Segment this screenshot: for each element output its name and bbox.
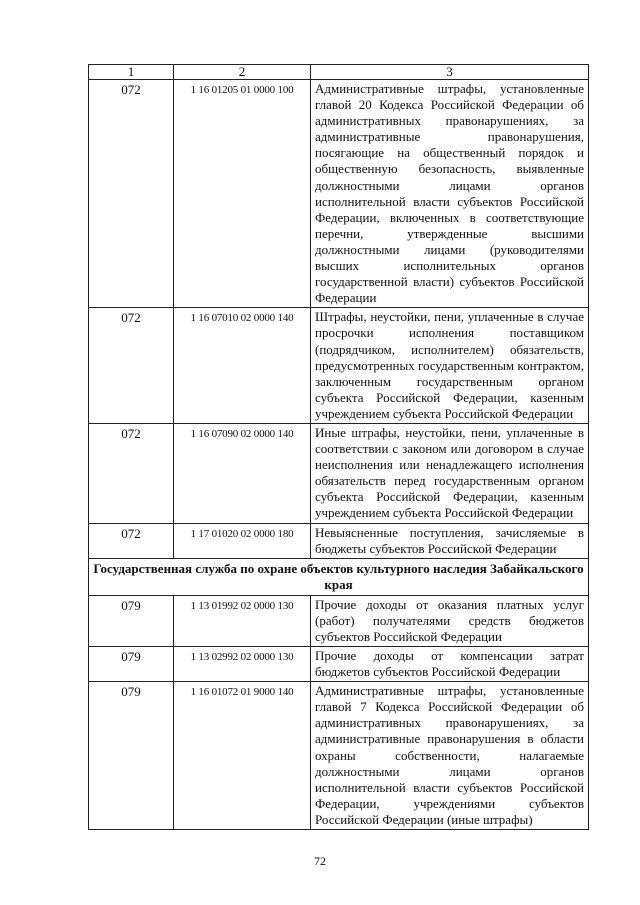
- column-header-2: 2: [174, 65, 311, 80]
- budget-classification-table: [88, 64, 589, 830]
- table-row: [89, 423, 589, 523]
- section-title: Государственная служба по охране объектов культурного наследия Забайкальского края: [89, 558, 589, 595]
- administrator-code: 072: [89, 523, 174, 558]
- income-code: 1 16 07010 02 0000 140: [174, 308, 311, 424]
- income-description: Прочие доходы от компенсации затрат бюджетов субъектов Российской Федерации: [311, 647, 589, 682]
- income-description: Прочие доходы от оказания платных услуг (работ) получателями средств бюджетов субъектов Российской Федерации: [311, 595, 589, 646]
- administrator-code: 072: [89, 80, 174, 308]
- administrator-code: 079: [89, 682, 174, 830]
- income-description: Штрафы, неустойки, пени, уплаченные в случае просрочки исполнения поставщиком (подрядчиком, исполнителем) обязательств, предусмотренных государственным контрактом, заключенным государственным органом субъекта Российской Федерации, казенным учреждением субъекта Российской Федерации: [311, 308, 589, 424]
- table-row: [89, 80, 589, 308]
- income-description: Административные штрафы, установленные главой 7 Кодекса Российской Федерации об административных правонарушениях, за административные правонарушения в области охраны собственности, налагаемые должностными лицами органов исполнительной власти субъектов Российской Федерации, учреждениями субъектов Российской Федерации (иные штрафы): [311, 682, 589, 830]
- table-row: [89, 595, 589, 646]
- administrator-code: 072: [89, 308, 174, 424]
- column-header-3: 3: [311, 65, 589, 80]
- section-heading-row: [89, 558, 589, 595]
- income-code: 1 17 01020 02 0000 180: [174, 523, 311, 558]
- income-description: Невыясненные поступления, зачисляемые в бюджеты субъектов Российской Федерации: [311, 523, 589, 558]
- column-header-1: 1: [89, 65, 174, 80]
- income-code: 1 16 01205 01 0000 100: [174, 80, 311, 308]
- administrator-code: 079: [89, 647, 174, 682]
- income-description: Административные штрафы, установленные главой 20 Кодекса Российской Федерации об административных правонарушениях, за административные правонарушения, посягающие на общественный порядок и общественную безопасность, выявленные должностными лицами органов исполнительной власти субъектов Российской Федерации, включенных в соответствующие перечни, утвержденные высшими должностными лицами (руководителями высших исполнительных органов государственной власти) субъектов Российской Федерации: [311, 80, 589, 308]
- table-row: [89, 523, 589, 558]
- header-row: [89, 65, 589, 80]
- table-row: [89, 682, 589, 830]
- income-description: Иные штрафы, неустойки, пени, уплаченные в соответствии с законом или договором в случае неисполнения или ненадлежащего исполнения обязательств перед государственным органом субъекта Российской Федерации, казенным учреждением субъекта Российской Федерации: [311, 423, 589, 523]
- administrator-code: 072: [89, 423, 174, 523]
- table-row: [89, 308, 589, 424]
- page-number: 72: [314, 854, 326, 868]
- administrator-code: 079: [89, 595, 174, 646]
- income-code: 1 16 01072 01 9000 140: [174, 682, 311, 830]
- income-code: 1 13 02992 02 0000 130: [174, 647, 311, 682]
- table-row: [89, 647, 589, 682]
- income-code: 1 16 07090 02 0000 140: [174, 423, 311, 523]
- income-code: 1 13 01992 02 0000 130: [174, 595, 311, 646]
